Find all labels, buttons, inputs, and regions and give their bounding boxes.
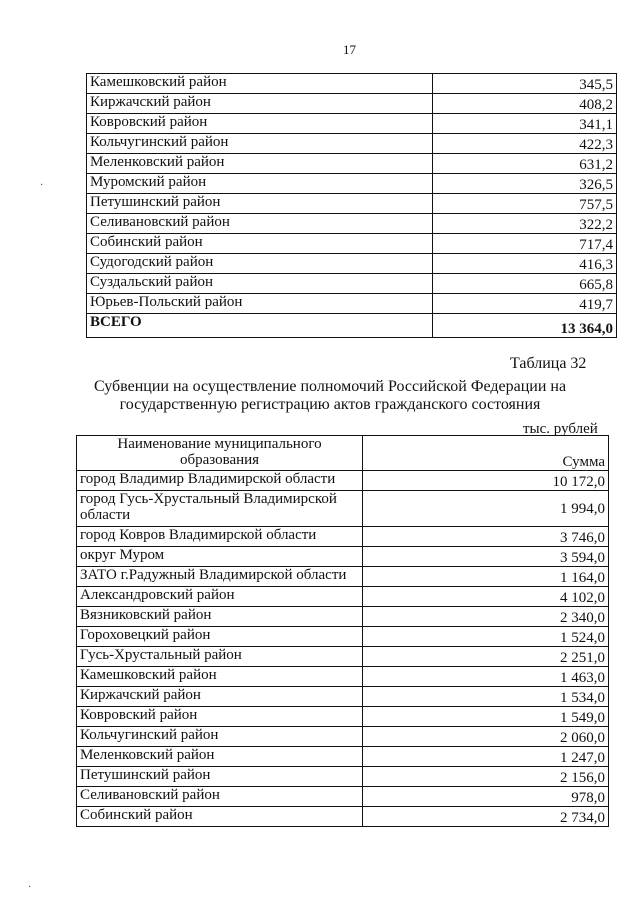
amount-value: 2 734,0 [363,807,609,827]
budget-table-continued [86,73,617,338]
amount-value: 422,3 [433,134,617,154]
municipality-name: ЗАТО г.Радужный Владимирской области [77,567,363,587]
table-row [77,587,609,607]
amount-value: 3 746,0 [363,527,609,547]
table-row [87,174,617,194]
scan-speck: · [28,882,32,893]
district-name: Суздальский район [87,274,433,294]
municipality-name: город Владимир Владимирской области [77,471,363,491]
municipality-name: Вязниковский район [77,607,363,627]
amount-value: 1 164,0 [363,567,609,587]
table-row [87,74,617,94]
amount-value: 322,2 [433,214,617,234]
header-name-line: Наименование муниципального [117,436,322,452]
municipality-name: Меленковский район [77,747,363,767]
amount-value: 665,8 [433,274,617,294]
municipality-name: город Ковров Владимирской области [77,527,363,547]
district-name: Судогодский район [87,254,433,274]
table-row [77,607,609,627]
amount-value: 345,5 [433,74,617,94]
table-row [77,687,609,707]
table-number-label: Таблица 32 [510,355,587,372]
municipality-name-line: области [80,507,131,523]
table-row [77,667,609,687]
municipality-name: Ковровский район [77,707,363,727]
amount-value: 2 340,0 [363,607,609,627]
header-name-cell [77,436,363,471]
amount-value: 10 172,0 [363,471,609,491]
municipality-name: Гороховецкий район [77,627,363,647]
district-name: Селивановский район [87,214,433,234]
amount-value: 631,2 [433,154,617,174]
amount-value: 2 251,0 [363,647,609,667]
table-row [77,567,609,587]
municipality-name: округ Муром [77,547,363,567]
district-name: Киржачский район [87,94,433,114]
amount-value: 1 524,0 [363,627,609,647]
district-name: Муромский район [87,174,433,194]
amount-value: 717,4 [433,234,617,254]
amount-value: 4 102,0 [363,587,609,607]
table-header-row [77,436,609,471]
amount-value: 416,3 [433,254,617,274]
amount-value: 2 156,0 [363,767,609,787]
amount-value: 408,2 [433,94,617,114]
amount-value: 1 994,0 [363,491,609,527]
district-name: Петушинский район [87,194,433,214]
amount-value: 419,7 [433,294,617,314]
amount-value: 757,5 [433,194,617,214]
amount-value: 2 060,0 [363,727,609,747]
table-row [77,547,609,567]
total-label: ВСЕГО [87,314,433,338]
amount-value: 3 594,0 [363,547,609,567]
amount-value: 326,5 [433,174,617,194]
table-row [77,727,609,747]
table-row [87,254,617,274]
district-name: Ковровский район [87,114,433,134]
header-sum-cell: Сумма [363,436,609,471]
table-row [87,134,617,154]
municipality-name: Петушинский район [77,767,363,787]
district-name: Камешковский район [87,74,433,94]
municipality-name [77,491,363,527]
amount-value: 1 549,0 [363,707,609,727]
table-row [77,527,609,547]
table-row [77,471,609,491]
municipality-name: Киржачский район [77,687,363,707]
district-name: Кольчугинский район [87,134,433,154]
table-row [87,214,617,234]
table-row [77,647,609,667]
page-number: 17 [343,42,356,57]
table-row [77,707,609,727]
heading-line: Субвенции на осуществление полномочий Российской Федерации на [93,378,567,395]
header-name-line: образования [179,452,260,468]
table-row [87,274,617,294]
municipality-name: Селивановский район [77,787,363,807]
amount-value: 1 247,0 [363,747,609,767]
subventions-table [76,435,609,827]
units-label: тыс. рублей [523,421,598,437]
municipality-name: Александровский район [77,587,363,607]
total-row [87,314,617,338]
total-value: 13 364,0 [433,314,617,338]
table-row [77,807,609,827]
municipality-name-line: город Гусь-Хрустальный Владимирской [80,491,337,507]
municipality-name: Собинский район [77,807,363,827]
amount-value: 1 463,0 [363,667,609,687]
table-row [77,491,609,527]
table-heading [60,378,600,414]
district-name: Юрьев-Польский район [87,294,433,314]
table-row [87,234,617,254]
table-row [77,787,609,807]
municipality-name: Кольчугинский район [77,727,363,747]
amount-value: 1 534,0 [363,687,609,707]
district-name: Меленковский район [87,154,433,174]
district-name: Собинский район [87,234,433,254]
table-row [87,194,617,214]
table-row [77,767,609,787]
municipality-name: Камешковский район [77,667,363,687]
municipality-name: Гусь-Хрустальный район [77,647,363,667]
heading-line: государственную регистрацию актов гражданского состояния [119,396,541,413]
table-row [87,154,617,174]
amount-value: 341,1 [433,114,617,134]
scan-speck: · [40,180,44,191]
amount-value: 978,0 [363,787,609,807]
table-row [87,94,617,114]
table-row [77,747,609,767]
table-row [87,114,617,134]
table-row [87,294,617,314]
table-row [77,627,609,647]
